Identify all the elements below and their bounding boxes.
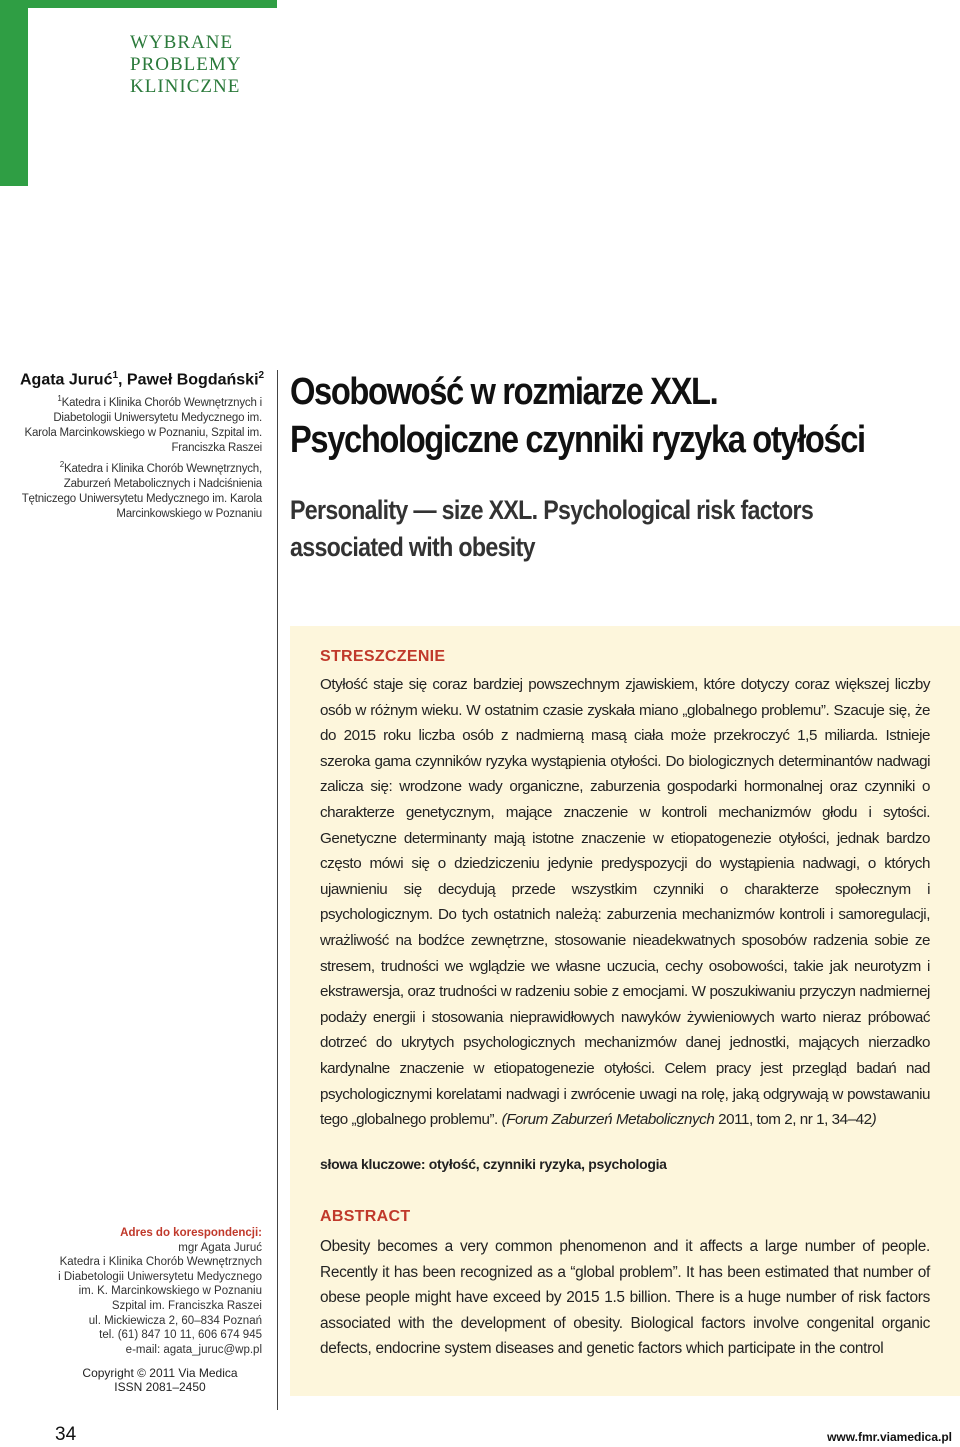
keywords: słowa kluczowe: otyłość, czynniki ryzyka, psychologia — [320, 1156, 667, 1172]
copyright-line: Copyright © 2011 Via Medica — [82, 1366, 238, 1380]
article-title — [290, 368, 865, 464]
correspondence-line: Katedra i Klinika Chorób Wewnętrznych — [59, 1256, 262, 1269]
correspondence-heading: Adres do korespondencji: — [120, 1227, 262, 1239]
affiliations — [20, 391, 262, 522]
correspondence — [20, 1226, 262, 1357]
correspondence-line: tel. (61) 847 10 11, 606 674 945 — [99, 1329, 262, 1342]
abstract-body: Obesity becomes a very common phenomenon and it affects a large number of people. Recently it has been recognized as a “global problem”. It has been estimated that number of obese people might have exceed by 2015 1.5 billion. There is a huge number of risk factors associated with the development of obesity. Biological factors involve congenital organic defects, endocrine system diseases and genetic factors which participate in the control — [320, 1238, 930, 1358]
copyright — [60, 1366, 260, 1394]
author-name: Agata Juruć — [20, 371, 113, 389]
correspondence-line: Szpital im. Franciszka Raszei — [111, 1299, 262, 1312]
author-sup: 2 — [258, 370, 265, 381]
correspondence-email[interactable]: e-mail: agata_juruc@wp.pl — [125, 1343, 262, 1356]
abstract-heading: ABSTRACT — [320, 1208, 411, 1225]
website-link[interactable]: www.fmr.viamedica.pl — [827, 1430, 952, 1444]
correspondence-line: ul. Mickiewicza 2, 60–834 Poznań — [88, 1314, 262, 1327]
correspondence-line: im. K. Marcinkowskiego w Poznaniu — [78, 1285, 262, 1298]
citation-close: ) — [871, 1111, 877, 1129]
streszczenie-text: Otyłość staje się coraz bardziej powszechnym zjawiskiem, które dotyczy coraz większej liczby osób w różnym wieku. W ostatnim czasie zyskała miano „globalnego problemu”. Szacuje się, że do 2015 roku liczba osób z nadmierną masą ciała może przekroczyć 1,5 miliarda. Istnieje szeroka gama czynników ryzyka wystąpienia otyłości. Do biologicznych determinantów nadwagi zalicza się: wrodzone wady organiczne, zaburzenia gospodarki hormonalnej oraz czynniki o charakterze genetycznym, mające znaczenie w kontroli mechanizmów głodu i sytości. Genetyczne determinanty mają istotne znaczenie w etiopatogenezie otyłości, jednak bardzo często mówi się o dziedziczeniu jedynie predyspozycji do wystąpienia nadwagi, o których ujawnieniu się decydują przede wszystkim czynniki o charakterze społecznym i psychologicznym. Do tych ostatnich należą: zaburzenia mechanizmów kontroli i samoregulacji, wrażliwość na bodźce zewnętrzne, stosowanie nieadekwatnych sposobów radzenia sobie ze stresem, trudności we wglądzie we własne uczucia, cechy osobowości, takie jak neurotyzm i ekstrawersja, oraz trudności w radzeniu sobie z emocjami. W poszukiwaniu przyczyn nadmiernej podaży energii i stosowania nieprawidłowych nawyków żywieniowych warto nieraz próbować dotrzeć do ukrytych psychologicznych mechanizmów danej jednostki, mających nierzadko kardynalne znaczenie w etiopatogenezie otyłości. Celem pracy jest przegląd badań nad psychologicznymi korelatami nadwagi i zwrócenie uwagi na rolę, jaką odgrywają w powstawaniu tego „globalnego problemu”. — [320, 676, 930, 1129]
correspondence-line: mgr Agata Juruć — [178, 1241, 262, 1254]
authors — [20, 366, 265, 390]
section-label-line: WYBRANE — [130, 32, 234, 53]
correspondence-line: i Diabetologii Uniwersytetu Medycznego — [58, 1270, 262, 1283]
affil-text: Katedra i Klinika Chorób Wewnętrznych i Diabetologii Uniwersytetu Medycznego im. Karola Marcinkowskiego w Poznaniu, Szpital im. Franciszka Raszei — [24, 396, 262, 455]
green-side-bar — [0, 0, 28, 186]
article-subtitle: Personality — size XXL. Psychological risk factors associated with obesity — [290, 495, 814, 562]
affil-text: Katedra i Klinika Chorób Wewnętrznych, Zaburzeń Metabolicznych i Nadciśnienia Tętniczego Uniwersytetu Medycznego im. Karola Marcinkowskiego w Poznaniu — [21, 462, 262, 521]
page-number: 34 — [55, 1424, 77, 1445]
title-line: Psychologiczne czynniki ryzyka otyłości — [290, 419, 865, 461]
affil-sup: 1 — [57, 394, 62, 403]
issn-line: ISSN 2081–2450 — [114, 1380, 206, 1394]
streszczenie-body — [320, 672, 930, 1133]
section-label — [130, 32, 277, 98]
citation-journal: (Forum Zaburzeń Metabolicznych — [501, 1111, 715, 1129]
citation-details: 2011, tom 2, nr 1, 34–42 — [714, 1111, 872, 1129]
section-label-line: KLINICZNE — [130, 76, 241, 97]
title-line: Osobowość w rozmiarze XXL. — [290, 371, 718, 413]
column-divider — [277, 370, 278, 1410]
author-sup: 1 — [112, 370, 119, 381]
author-name: Paweł Bogdański — [126, 371, 259, 389]
streszczenie-heading: STRESZCZENIE — [320, 648, 446, 665]
section-label-line: PROBLEMY — [130, 54, 242, 75]
affil-sup: 2 — [59, 459, 64, 469]
author-sep: , — [118, 371, 127, 389]
top-green-rule — [0, 0, 277, 8]
